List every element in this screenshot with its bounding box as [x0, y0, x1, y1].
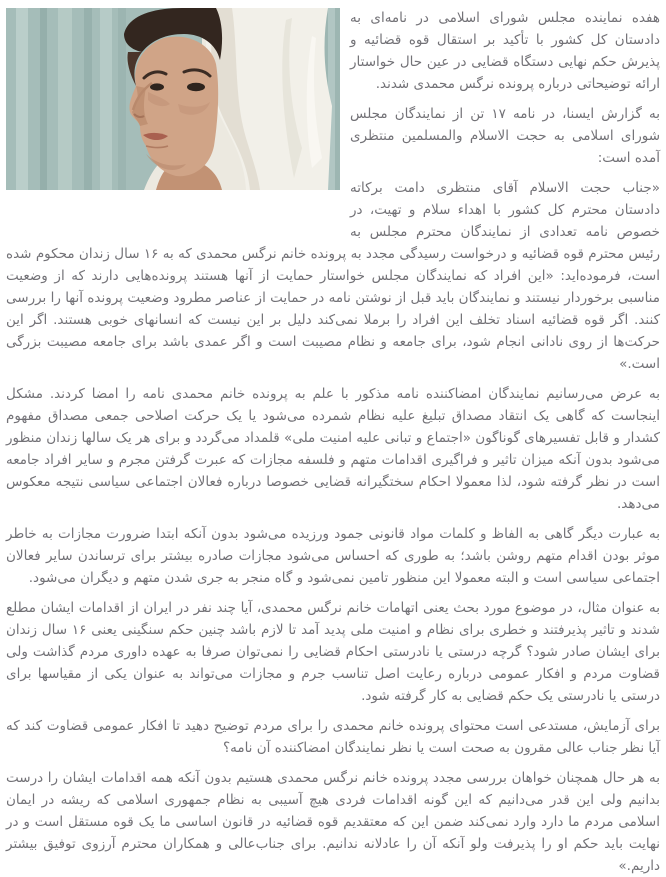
article-photo — [6, 8, 340, 190]
closing-paragraph: به هر حال همچنان خواهان بررسی مجدد پرونده خانم نرگس محمدی هستیم بدون آنکه همه اقدامات ایشان را درست بدانیم ولی این قدر می‌دانیم که این گونه اقدامات فردی هیچ آسیبی به نظام جمهوری اسلامی که ریشه در ایمان اسلامی مردم ما دارد وارد نمی‌کند ضمن این که معتقدیم قوه قضائیه در قانون اساسی ما یک قوه مستقل است و در نهایت باید حکم او را پذیرفت ولو آنکه آن را عادلانه ندانیم. برای جناب‌عالی و همکاران محترم آرزوی توفیق بیشتر داریم.» — [6, 770, 660, 874]
woman-in-white-headscarf-image — [6, 8, 340, 190]
body-paragraph: به عرض می‌رسانیم نمایندگان امضاکننده نامه مذکور با علم به پرونده خانم محمدی نامه را امضا کردند. مشکل اینجاست که گاهی یک انتقاد مصداق تبلیغ علیه نظام شمرده می‌شود یا یک حرکت اصلاحی جمعی مصداق مفهوم کشدار و قابل تفسیرهای گوناگون «اجتماع و تبانی علیه امنیت ملی» قلمداد می‌گردد و برای هر یک سالها زندان منظور می‌شود بدون آنکه میزان تاثیر و فراگیری اقدامات متهم و فلسفه مجازات که عبرت گرفتن مجرم و سایر افراد جامعه است در نظر گرفته شود، لذا معمولا احکام سختگیرانه قضایی خصوصا درباره فعالان اجتماعی سیاسی نتیجه معکوس می‌دهد. — [6, 386, 660, 512]
lead-paragraph: هفده نماینده مجلس شورای اسلامی در نامه‌ای به دادستان کل کشور با تأکید بر استقال قوه قضائیه و پذیرش حکم نهایی دستگاه قضایی در عین حال خواستار ارائه توضیحاتی درباره پرونده نرگس محمدی شدند. — [350, 10, 660, 92]
body-paragraph: به عبارت دیگر گاهی به الفاظ و کلمات مواد قانونی جمود ورزیده می‌شود بدون آنکه ابتدا ضرورت مجازات به خاطر موثر بودن اقدام متهم روشن باشد؛ به طوری که احساس می‌شود مجازات صادره بیشتر برای ترساندن سایر فعالان اجتماعی سیاسی است و البته معمولا این منظور تامین نمی‌شود و گاه منجر به جری شدن متهم و دیگران می‌شود. — [6, 526, 660, 586]
attribution-paragraph: به گزارش ایسنا، در نامه ۱۷ تن از نمایندگان مجلس شورای اسلامی به حجت الاسلام والمسلمین منتظری آمده است: — [350, 106, 660, 166]
body-paragraph: به عنوان مثال، در موضوع مورد بحث یعنی اتهامات خانم نرگس محمدی، آیا چند نفر در ایران از اقدامات ایشان مطلع شدند و تاثیر پذیرفتند و خطری برای نظام و امنیت ملی پدید آمد تا لازم باشد چنین حکم سنگینی یعنی ۱۶ سال زندان برای ایشان صادر شود؟ گرچه درستی یا نادرستی احکام قضایی را نمی‌توان صرفا به عهده داوری مردم گذاشت ولی قضاوت مردم و افکار عمومی درباره رعایت اصل تناسب جرم و مجازات می‌تواند به عنوان یکی از مقیاسها برای درستی یا نادرستی یک حکم قضایی به کار گرفته شود. — [6, 600, 660, 704]
body-paragraph: برای آزمایش، مستدعی است محتوای پرونده خانم محمدی را برای مردم توضیح دهید تا افکار عمومی قضاوت کند که آیا نظر جناب عالی مقرون به صحت است یا نظر نمایندگان امضاکننده آن نامه؟ — [6, 718, 660, 756]
letter-quote-paragraph: «جناب حجت الاسلام آقای منتظری دامت برکاته دادستان محترم کل کشور با اهداء سلام و تهیت، در خصوص نامه تعدادی از نمایندگان محترم مجلس به رئیس محترم قوه قضائیه و درخواست رسیدگی مجدد به پرونده خانم نرگس محمدی که به ۱۶ سال زندان محکوم شده است، فرموده‌اید: «این افراد که نمایندگان مجلس خواستار حمایت از آنها هستند پرونده‌هایی دارند که از وضعیت مناسبی برخوردار نیستند و نمایندگان باید قبل از نوشتن نامه در حمایت از عناصر مطرود وضعیت پرونده آنها را بررسی کنند. اگر قوه قضائیه اسناد تخلف این افراد را برملا نمی‌کند دلیل بر این نیست که انسانهای خوبی هستند. اگر این حرکت‌ها از روی نادانی انجام شود، برای جامعه و نظام مصیبت است و اگر عمدی باشد برای جامعه مصیبت بزرگی است.» — [6, 180, 660, 372]
